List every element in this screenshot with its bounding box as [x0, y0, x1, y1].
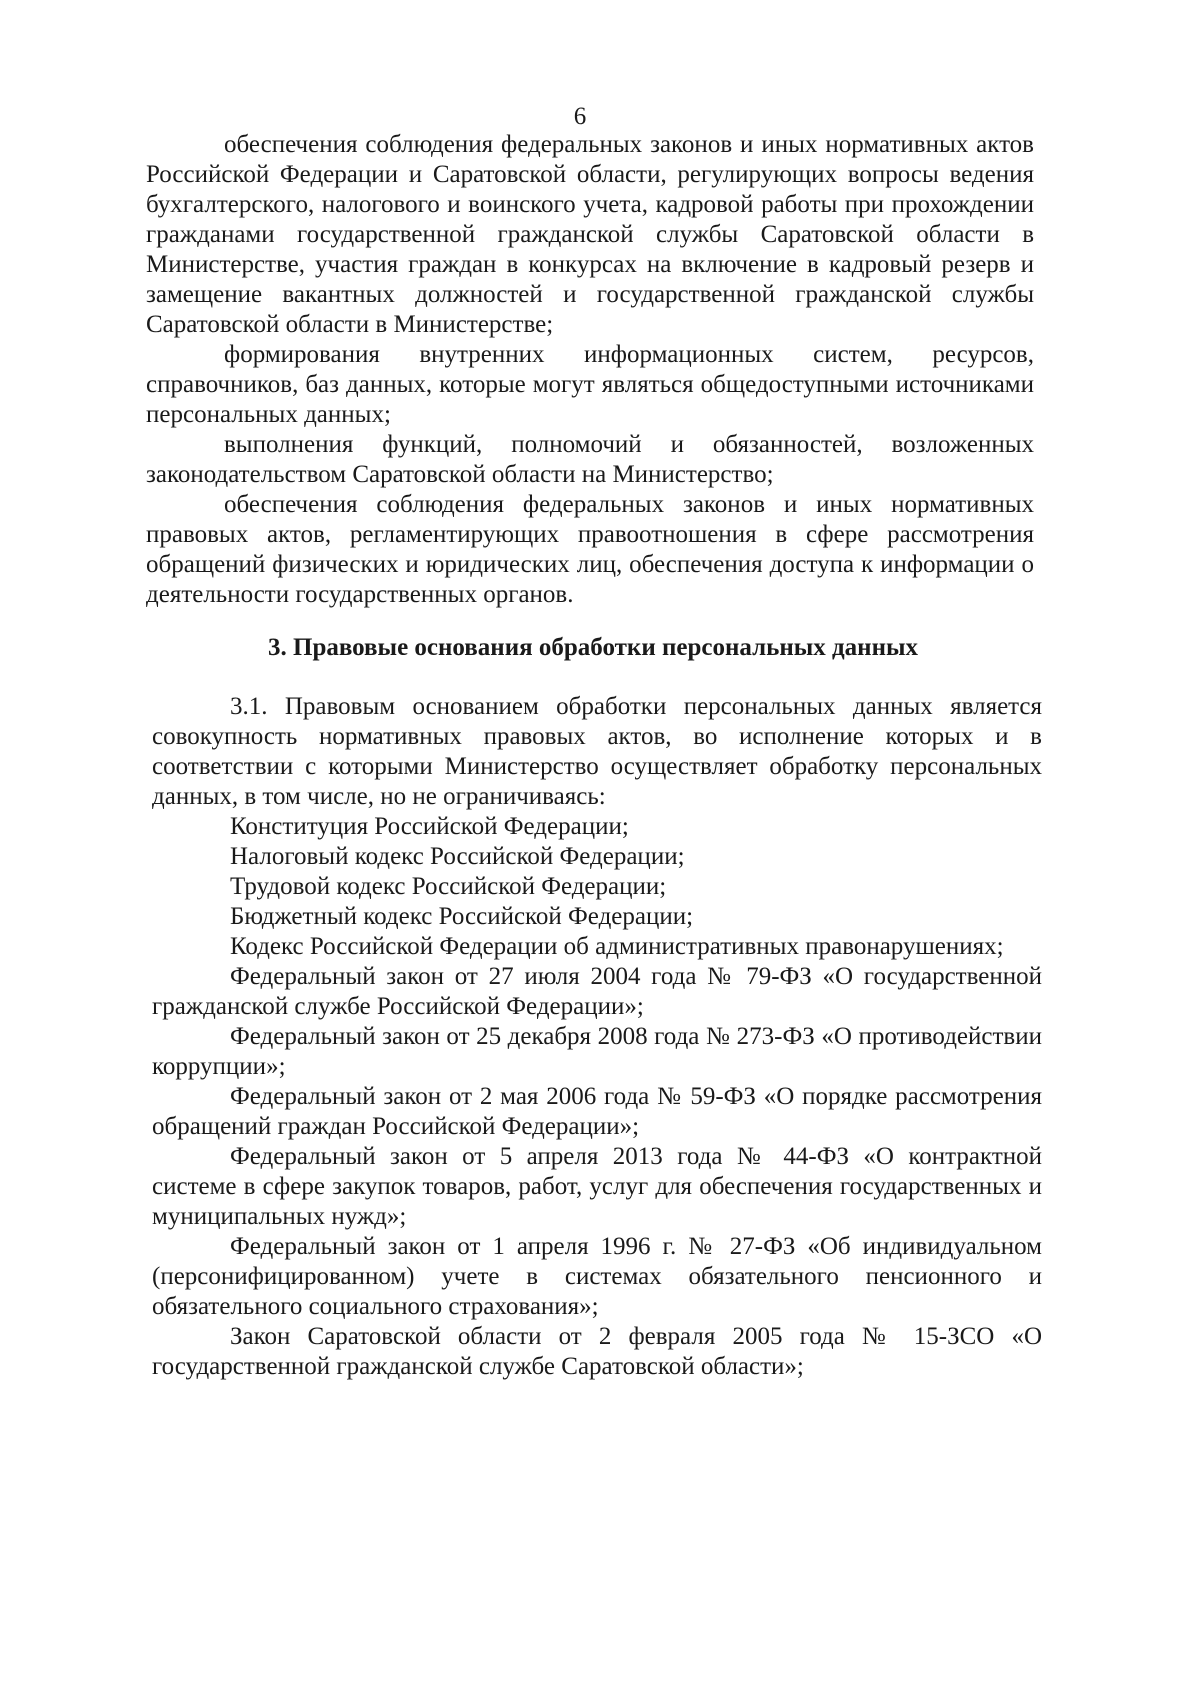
purposes-list	[146, 130, 1034, 610]
legal-act-item: Федеральный закон от 5 апреля 2013 года № 44-ФЗ «О контрактной системе в сфере закупок товаров, работ, услуг для обеспечения государственных и муниципальных нужд»;	[152, 1143, 1042, 1230]
section-intro-paragraph: 3.1. Правовым основанием обработки персональных данных является совокупность нормативных правовых актов, во исполнение которых и в соответствии с которыми Министерство осуществляет обработку персональных данных, в том числе, но не ограничиваясь:	[152, 693, 1042, 810]
legal-act-item: Федеральный закон от 2 мая 2006 года № 59-ФЗ «О порядке рассмотрения обращений граждан Российской Федерации»;	[152, 1083, 1042, 1140]
legal-act-item: Бюджетный кодекс Российской Федерации;	[230, 903, 694, 930]
purpose-paragraph: обеспечения соблюдения федеральных законов и иных нормативных правовых актов, регламентирующих правоотношения в сфере рассмотрения обращений физических и юридических лиц, обеспечения доступа к информации о деятельности государственных органов.	[146, 491, 1034, 608]
legal-act-item: Закон Саратовской области от 2 февраля 2005 года № 15-ЗСО «О государственной гражданской службе Саратовской области»;	[152, 1323, 1042, 1380]
section-heading: 3. Правовые основания обработки персональных данных	[268, 634, 918, 661]
purpose-paragraph: формирования внутренних информационных систем, ресурсов, справочников, баз данных, которые могут являться общедоступными источниками персональных данных;	[146, 341, 1034, 428]
purpose-paragraph: обеспечения соблюдения федеральных законов и иных нормативных актов Российской Федерации и Саратовской области, регулирующих вопросы ведения бухгалтерского, налогового и воинского учета, кадровой работы при прохождении гражданами государственной гражданской службы Саратовской области в Министерстве, участия граждан в конкурсах на включение в кадровый резерв и замещение вакантных должностей и государственной гражданской службы Саратовской области в Министерстве;	[146, 131, 1034, 338]
legal-act-item: Налоговый кодекс Российской Федерации;	[230, 843, 685, 870]
legal-act-item: Федеральный закон от 25 декабря 2008 года № 273-ФЗ «О противодействии коррупции»;	[152, 1023, 1042, 1080]
legal-act-item: Конституция Российской Федерации;	[230, 813, 629, 840]
legal-act-item: Федеральный закон от 27 июля 2004 года № 79-ФЗ «О государственной гражданской службе Российской Федерации»;	[152, 963, 1042, 1020]
page-number: 6	[573, 103, 587, 130]
legal-act-item: Трудовой кодекс Российской Федерации;	[230, 873, 667, 900]
legal-basis-section	[152, 692, 1042, 1382]
legal-act-item: Кодекс Российской Федерации об административных правонарушениях;	[230, 933, 1004, 960]
legal-act-item: Федеральный закон от 1 апреля 1996 г. № 27-ФЗ «Об индивидуальном (персонифицированном) учете в системах обязательного пенсионного и обязательного социального страхования»;	[152, 1233, 1042, 1320]
purpose-paragraph: выполнения функций, полномочий и обязанностей, возложенных законодательством Саратовской области на Министерство;	[146, 431, 1034, 488]
